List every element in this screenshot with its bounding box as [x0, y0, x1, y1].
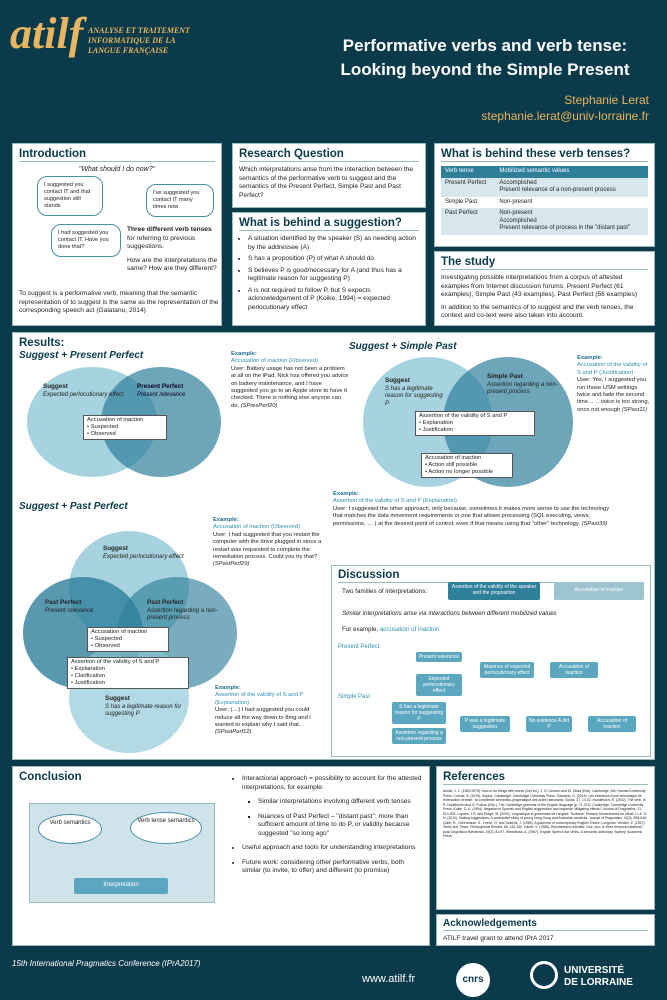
l: Example:: [333, 491, 359, 497]
pap-title: Suggest + Past Perfect: [19, 501, 128, 512]
l: Assertion of the validity of S and P: [419, 413, 508, 419]
l: accusation of inaction: [379, 626, 440, 633]
conclusion-title: Conclusion: [19, 771, 82, 783]
l: Assertion of the validity of S and P (Explanation): [215, 692, 304, 706]
node-absence-effect: Absence of expected perlocutionary effect: [480, 662, 534, 678]
results-title: Results:: [19, 337, 65, 349]
bubble-1-text: I suggested you contact IT and that suggestion still stands: [44, 182, 91, 209]
l: Action still possible: [428, 462, 478, 468]
l: Accusation of the validity of S and P (Justification): [577, 362, 648, 376]
conclusion-list: [233, 775, 423, 876]
l: Suggest: [103, 545, 128, 552]
behind-item: • A situation identified by the speaker (S) as needing action by the addressee (A): [248, 235, 419, 252]
l: Suspected: [94, 636, 123, 642]
l: Present Perfect: [137, 383, 184, 390]
three-tenses-bold: Three different verb tenses: [127, 226, 212, 233]
pp-present-label: [137, 383, 185, 399]
l: Past Perfect: [147, 599, 184, 606]
pap-suggest-label: [103, 545, 184, 561]
tenses-table: [441, 166, 648, 235]
bubble-past-perfect: [51, 224, 121, 257]
ack-title: Acknowledgements: [443, 918, 648, 931]
l: S has a legitimate reason for suggesting P: [105, 703, 182, 717]
conclusion-subitem: ▪ Similar interpretations involving different verb tenses: [258, 798, 423, 807]
col-verb-tense: Verb tense: [441, 166, 495, 178]
tenses-title: What is behind these verb tenses?: [441, 148, 648, 162]
l: Present relevance: [137, 391, 186, 398]
results-panel: [12, 332, 655, 760]
l: (SPresPerf20): [240, 402, 278, 409]
node-accusation-2: Accusation of inaction: [588, 716, 636, 732]
pap-accusation-box: Accusation of inaction • Suspected • Observed: [87, 627, 169, 652]
sp-title: Suggest + Simple Past: [349, 341, 457, 352]
l: Explanation: [74, 666, 105, 672]
behind-suggestion-panel: [232, 212, 426, 326]
disc-sp-label: Simple Past: [338, 694, 371, 700]
l: Example:: [577, 355, 603, 361]
l: Present relevance: [45, 607, 94, 614]
sp-example: [577, 355, 651, 414]
l: Accusation of inaction: [425, 455, 482, 461]
poster-header: [0, 0, 667, 138]
sp-example-2: [333, 491, 619, 528]
behind-item: • S has a proposition (P) of what A should do: [248, 255, 419, 264]
l: Example:: [215, 685, 241, 691]
node-legit-reason: S has a legitimate reason for suggesting P: [392, 702, 446, 724]
study-title: The study: [441, 256, 648, 270]
title-line-1: Performative verbs and verb tense:: [342, 36, 628, 55]
l: Suggest: [385, 377, 410, 384]
l: Accusation of inaction (Observed): [231, 358, 318, 365]
pap-legit-label: [105, 695, 185, 719]
author-email[interactable]: stephanie.lerat@univ-lorraine.fr: [481, 109, 649, 123]
pp-accusation-box: Accusation of inaction • Suspected • Observed: [83, 415, 167, 440]
study-p2: In addition to the semantics of to suggest and the verb tenses, the context and co-text were also taken into account.: [441, 303, 634, 319]
poster-footer: [0, 953, 667, 1000]
bubble-simple-past: [146, 184, 214, 217]
l: Suggest: [105, 695, 130, 702]
l: Action no longer possible: [428, 469, 494, 475]
rq-title: Research Question: [239, 148, 419, 162]
l: (SPastPerf29): [213, 561, 250, 568]
cell: Past Perfect: [441, 208, 495, 235]
behind-item: • A is not required to follow P, but S expects acknowledgement of P (Koike, 1994) = expected perlocutionary effect: [248, 287, 419, 313]
two-families: Two families of interpretations:: [342, 588, 428, 595]
research-question-panel: [232, 143, 426, 208]
poster-title: [320, 34, 650, 82]
refs-text: Austin, J. L. (1962/1975). How to do things with words (2nd ed.). J. O. Urmson and M. Sbisà (Eds). Cambridge, MA: Harvard University Press. Comrie, B. (1976). Aspect. Cambridge: Cambridge University Press. Galatanu, O. (2014). Les interfaces d'une sémantique de l'interaction verbale : la complexité sémantico-pragmatique des actes rassurants. Scolia, 27, 13-32. Huddleston, R. (2002). The verb. In R. Huddleston and G. Pullum (Eds.), The Cambridge grammar of the English language (p. 71-212). Cambridge: Cambridge University Press. Koike, D. A. (1994). Negation in Spanish and English suggestions and requests: Mitigating effects? Journal of Pragmatics, 21, 513-526. Lapaire, J.R. and Rotgé, W. (2002). Linguistique et grammaire de l'anglais. Toulouse: Presses Universitaires du Mirail. Li, E. S. H. (2010). Making suggestions: A contrastive study of young Hong Kong and Australian students. Journal of Pragmatics, 42(3), 598-616. Quirk, R., Greenbaum, S., Leech, G. and Svartvik, J. (1985). A grammar of contemporary English. Essex: Longman. Vendler, Z. (1957). Verbs and Times. Philosophical Review, 66, 143-160. Vikner, S. (1985). Reichenbach revisited: One, two, or three temporal relations? Acta Linguistica Hafniensia, 19(2), 81-97. Wierzbicka, A. (1987). English Speech Act Verbs. A semantic dictionary. Sydney: Academic Press.: [443, 789, 647, 838]
sp-accusation-box: Accusation of inaction • Action still possible • Action no longer possible: [421, 453, 513, 478]
family-accusation: Accusation of inaction: [554, 582, 644, 600]
node-accusation-1: Accusation of inaction: [550, 662, 598, 678]
intro-three-tenses: [127, 226, 219, 274]
table-row: [441, 197, 648, 209]
l: Example:: [213, 517, 239, 523]
pp-title: Suggest + Present Perfect: [19, 350, 144, 361]
l: Justification: [74, 680, 105, 686]
website-link[interactable]: www.atilf.fr: [362, 973, 416, 985]
study-p1: Investigating possible interpretations from a corpus of attested examples from Internet discussion forums: Present Perfect (61 examples), Simple Past (43 examples), Past Perfect (56 examples): [441, 274, 638, 298]
cell: Non-present: [499, 198, 533, 205]
l: Clarification: [74, 673, 105, 679]
tense-semantics: Verb tense semantics: [130, 812, 202, 844]
atilf-logo: atilf: [10, 9, 84, 58]
l: (SPast39): [581, 520, 608, 527]
pap-assertion-box: Assertion of the validity of S and P • Explanation • Clarification • Justification: [67, 657, 189, 689]
l: UNIVERSITÉ: [564, 965, 625, 976]
l: User: I suggested the other approach, only because, sometimes it makes more sense to use the technology that matches the data movement requirements or one that allows processing (SQL executing, views, permissions, … ) at the desired point of control; even if that means using that "other" technology.: [333, 505, 610, 527]
sp-suggest-label: [385, 377, 445, 408]
l: Example:: [231, 351, 257, 357]
refs-title: References: [443, 771, 648, 785]
intro-quote: "What should I do now?": [78, 166, 156, 173]
l: Assertion of the validity of S and P (Explanation): [333, 498, 457, 505]
l: Observed: [90, 431, 116, 437]
rq-body: Which interpretations arise from the interaction between the semantics of the performative verb to suggest and the semantics of the Present Perfect, Simple Past and Past Perfect?: [239, 166, 414, 199]
l: User: (…) I had suggested you could reduce all the way down to 8mg and i wanted to explain why I said that.: [215, 707, 311, 729]
conclusion-item: • Future work: considering other performative verbs, both similar (to invite, to offer) and different (to promise): [242, 859, 423, 876]
behind-item: • S believes P is good/necessary for A (and thus has a legitimate reason for suggesting P): [248, 267, 419, 284]
references-panel: [436, 766, 655, 910]
bubble-2-text: I've suggested you contact IT many times now: [153, 190, 200, 210]
bubble-3-text: I had suggested you contact IT. Have you done that?: [58, 230, 109, 250]
pap-pp2-label: [147, 599, 223, 623]
for-example: [342, 626, 439, 633]
ack-text: ATILF travel grant to attend IPrA 2017: [443, 935, 554, 942]
cell: Simple Past: [445, 198, 478, 205]
three-tenses-rest: for referring to previous suggestions.: [127, 234, 196, 250]
title-line-2: Looking beyond the Simple Present: [340, 60, 630, 79]
l: DE LORRAINE: [564, 977, 633, 988]
cnrs-logo: cnrs: [456, 963, 490, 997]
l: User: Yes, I suggested you run those USM settings twice and fade the second time… …twice is too strong, once not enough: [577, 377, 650, 413]
ack-panel: [436, 914, 655, 946]
l: (SPast11): [621, 406, 648, 413]
l: User: I had suggested that you restart the computer with the drive plugged in since a restart was requested to complete the remediation process. Could you try that?: [213, 531, 322, 561]
univ-lorraine-text: [564, 965, 633, 989]
l: Assertion regarding a non-present process: [487, 381, 558, 395]
intro-body: To suggest is a performative verb, meaning that the semantic representation of to suggest is the same as the representation of the corresponding speech act (Galatanu, 2014): [19, 290, 219, 314]
cell: Non-present Accomplished Present relevance of process in the "distant past": [495, 208, 648, 235]
l: For example,: [342, 626, 380, 633]
conference-name: 15th International Pragmatics Conference (IPrA2017): [12, 959, 201, 968]
verb-semantics: Verb semantics: [38, 814, 102, 844]
l: Past Perfect: [45, 599, 82, 606]
node-assertion-nonpresent: Assertion regarding a non-present process: [392, 728, 446, 744]
author-name: Stephanie Lerat: [564, 93, 649, 107]
conclusion-subitem: ▪ Nuances of Past Perfect – "distant past": more than sufficient amount of time to do P, or validity because suggested "so long ago": [258, 813, 423, 839]
l: S has a legitimate reason for suggesting P: [385, 385, 443, 407]
l: User: Battery usage has not been a problem at all on the iPad. Nick has offered you advice on battery maintenance, and I have suggested you go to an Apple store to have it checked. There is nothing else anyone can do.: [231, 365, 349, 409]
pap-past-label: [45, 599, 93, 615]
sp-past-label: [487, 373, 561, 397]
l: Accusation of inaction: [87, 417, 144, 423]
l: Suspected: [90, 424, 119, 430]
conclusion-panel: [12, 766, 430, 946]
l: Observed: [94, 643, 120, 649]
node-legit-suggestion: P was a legitimate suggestion: [460, 716, 510, 732]
pp-example: [231, 351, 349, 410]
bubble-present-perfect: [37, 176, 103, 216]
intro-title: Introduction: [19, 148, 215, 162]
pap-example-2: [215, 685, 327, 737]
conclusion-diagram: [29, 803, 215, 903]
discussion-title: Discussion: [338, 569, 644, 583]
interpretation-box: Interpretation: [74, 878, 168, 894]
l: Accusation of inaction: [91, 629, 148, 635]
atilf-logo-subtitle: ANALYSE ET TRAITEMENT INFORMATIQUE DE LA LANGUE FRANÇAISE: [88, 26, 190, 55]
sp-assertion-box: Assertion of the validity of S and P • Explanation • Justification: [415, 411, 535, 436]
table-row: [441, 208, 648, 235]
l: Justification: [422, 427, 453, 433]
l: Simple Past: [487, 373, 523, 380]
l: Suggest: [43, 383, 68, 390]
similar-text: Similar interpretations arise via interactions between different mobilized values: [342, 610, 557, 617]
l: Expected perlocutionary effect: [43, 391, 124, 398]
cell: Present Perfect: [441, 178, 495, 197]
l: Assertion regarding a non-present process: [147, 607, 218, 621]
intro-question: How are the interpretations the same? How are they different?: [127, 256, 218, 272]
l: Accusation of inaction (Observed): [213, 524, 300, 531]
study-panel: [434, 251, 655, 326]
cell: Accomplished Present relevance of a non-present process: [495, 178, 648, 197]
conclusion-item: • Useful approach and tools for understanding interpretations: [242, 844, 423, 853]
pap-example: [213, 517, 325, 569]
conclusion-item: • Interactional approach = possibility to account for the attested interpretations, for example:: [242, 775, 423, 792]
pp-suggest-label: [43, 383, 124, 399]
node-no-evidence: No evidence A did P: [526, 716, 572, 732]
lorraine-logo-icon: [530, 961, 558, 989]
disc-pp-label: Present Perfect: [338, 644, 380, 650]
l: Assertion of the validity of S and P: [71, 659, 160, 665]
behind-title: What is behind a suggestion?: [239, 217, 419, 231]
discussion-panel: [331, 565, 651, 757]
node-expected-effect: Expected perlocutionary effect: [416, 674, 462, 696]
tenses-panel: [434, 143, 655, 247]
l: Expected perlocutionary effect: [103, 553, 184, 560]
table-row: [441, 178, 648, 197]
col-semantic-values: Mobilized semantic values: [495, 166, 648, 178]
l: (SPastPerf12): [215, 729, 252, 736]
l: Explanation: [422, 420, 453, 426]
family-assertion: Assertion of the validity of the speaker and the proposition: [448, 582, 540, 600]
introduction-panel: [12, 143, 222, 326]
node-present-relevance: Present relevance: [416, 652, 462, 662]
author-block: [481, 92, 649, 124]
